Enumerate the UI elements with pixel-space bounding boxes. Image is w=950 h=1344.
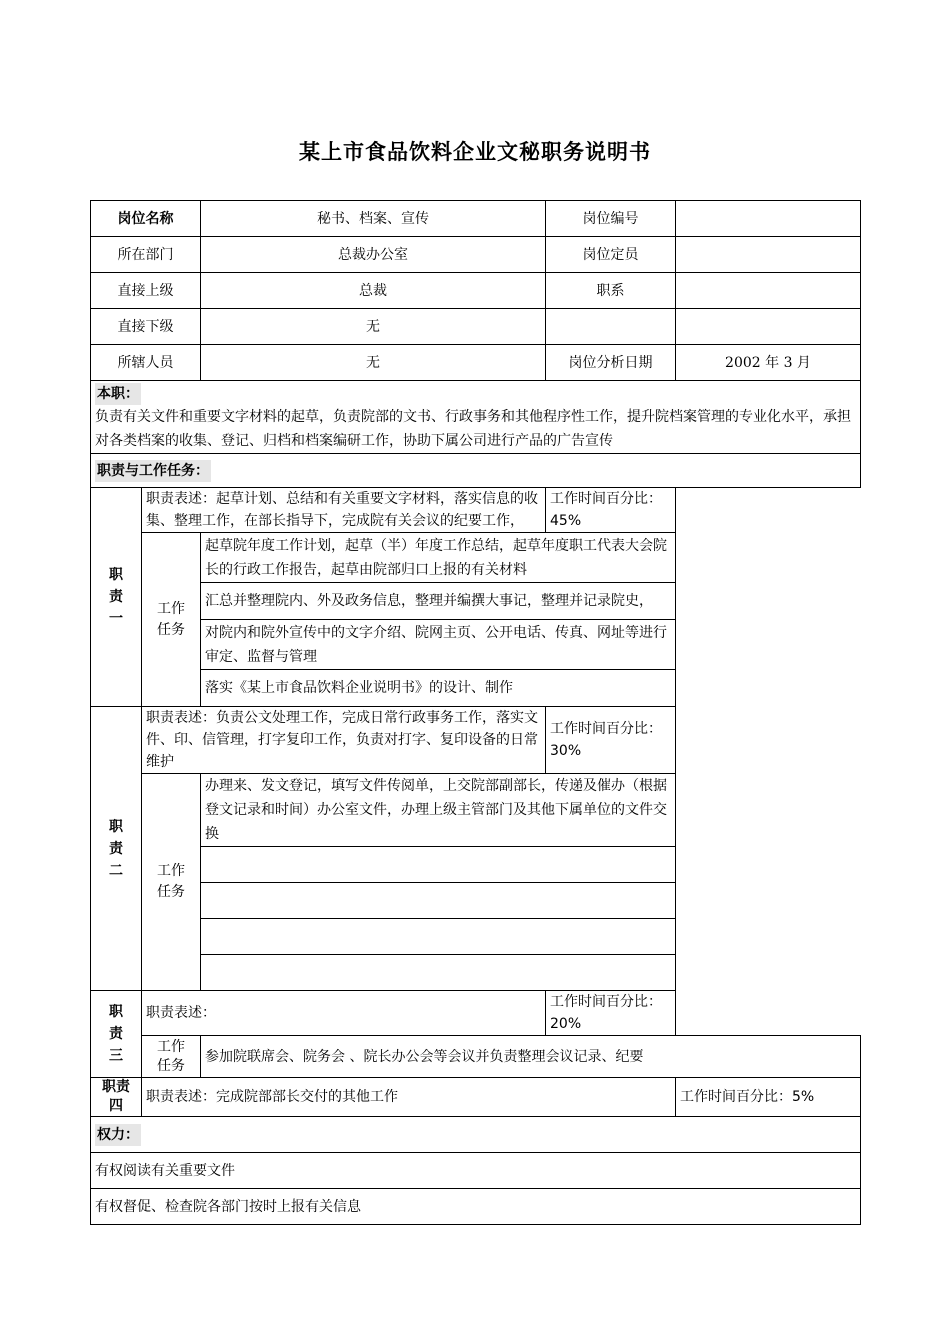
- authority-row: [91, 1189, 861, 1225]
- duty-2-task-row: [91, 919, 861, 955]
- duty-3-task-label: 工作 任务: [142, 1036, 201, 1078]
- duty-1-task-4: 落实《某上市食品饮料企业说明书》的设计、制作: [201, 670, 676, 707]
- authority-row: [91, 1153, 861, 1189]
- duty-3-task-1: 参加院联席会、院务会 、院长办公会等会议并负责整理会议记录、纪要: [201, 1036, 861, 1078]
- superior-value: 总裁: [201, 273, 546, 309]
- duty-2-desc-row: [91, 707, 861, 774]
- duty-1-task-1: 起草院年度工作计划，起草（半）年度工作总结，起草年度职工代表大会院长的行政工作报告，起草由院部归口上报的有关材料: [201, 533, 676, 583]
- headcount-label: 岗位定员: [546, 237, 676, 273]
- managed-label: 所辖人员: [91, 345, 201, 381]
- duty-1-task-2: 汇总并整理院内、外及政务信息，整理并编撰大事记，整理并记录院史，: [201, 583, 676, 620]
- duty-2-task-5: [201, 955, 676, 991]
- duty-1-task-row: [91, 670, 861, 707]
- authority-item-1: 有权阅读有关重要文件: [91, 1153, 861, 1189]
- duties-heading-row: [91, 454, 861, 488]
- duty-2-task-row: [91, 774, 861, 847]
- duty-2-task-row: [91, 883, 861, 919]
- analysis-date-label: 岗位分析日期: [546, 345, 676, 381]
- job-description-table: [90, 200, 861, 1225]
- superior-label: 直接上级: [91, 273, 201, 309]
- duty-2-label: 职 责 二: [91, 707, 142, 991]
- analysis-date-value: 2002 年 3 月: [676, 345, 861, 381]
- subordinate-value: 无: [201, 309, 546, 345]
- info-row: [91, 237, 861, 273]
- duty-1-task-row: [91, 533, 861, 583]
- headcount-value: [676, 237, 861, 273]
- info-row: [91, 345, 861, 381]
- role-heading: 本职：: [95, 383, 141, 405]
- position-code-value: [676, 201, 861, 237]
- duty-4-row: [91, 1078, 861, 1117]
- duty-2-task-label: 工作 任务: [142, 774, 201, 991]
- duty-3-task-row: [91, 1036, 861, 1078]
- info-row: [91, 201, 861, 237]
- duty-4-label: 职责 四: [91, 1078, 142, 1117]
- duty-1-label: 职 责 一: [91, 488, 142, 707]
- position-name-value: 秘书、档案、宣传: [201, 201, 546, 237]
- subordinate-label: 直接下级: [91, 309, 201, 345]
- job-series-label: 职系: [546, 273, 676, 309]
- department-label: 所在部门: [91, 237, 201, 273]
- duty-2-task-1: 办理来、发文登记，填写文件传阅单，上交院部副部长，传递及催办（根据登文记录和时间）办公室文件，办理上级主管部门及其他下属单位的文件交换: [201, 774, 676, 847]
- authority-heading-row: [91, 1117, 861, 1153]
- info-row: [91, 309, 861, 345]
- duty-2-task-4: [201, 919, 676, 955]
- page-title: 某上市食品饮料企业文秘职务说明书: [299, 140, 651, 164]
- duty-1-task-3: 对院内和院外宣传中的文字介绍、院网主页、公开电话、传真、网址等进行审定、监督与管理: [201, 620, 676, 670]
- duty-2-task-3: [201, 883, 676, 919]
- duty-2-percentage: 工作时间百分比：30%: [546, 707, 676, 774]
- duty-3-desc-row: [91, 991, 861, 1036]
- duty-1-description: 职责表述：起草计划、总结和有关重要文字材料，落实信息的收集、整理工作，在部长指导下，完成院有关会议的纪要工作，: [142, 488, 546, 533]
- duty-3-label: 职 责 三: [91, 991, 142, 1078]
- duty-1-task-row: [91, 620, 861, 670]
- role-text: 负责有关文件和重要文字材料的起草，负责院部的文书、行政事务和其他程序性工作，提升院档案管理的专业化水平，承担对各类档案的收集、登记、归档和档案编研工作，协助下属公司进行产品的广告宣传: [95, 409, 851, 449]
- duty-3-percentage: 工作时间百分比：20%: [546, 991, 676, 1036]
- authority-item-2: 有权督促、检查院各部门按时上报有关信息: [91, 1189, 861, 1225]
- managed-value: 无: [201, 345, 546, 381]
- duty-4-percentage: 工作时间百分比：5%: [676, 1078, 861, 1117]
- position-code-label: 岗位编号: [546, 201, 676, 237]
- position-name-label: 岗位名称: [91, 201, 201, 237]
- duty-2-task-row: [91, 847, 861, 883]
- duty-2-description: 职责表述：负责公文处理工作，完成日常行政事务工作，落实文件、印、信管理，打字复印工作，负责对打字、复印设备的日常维护: [142, 707, 546, 774]
- department-value: 总裁办公室: [201, 237, 546, 273]
- job-series-value: [676, 273, 861, 309]
- duty-1-task-label: 工作 任务: [142, 533, 201, 707]
- duty-3-description: 职责表述：: [142, 991, 546, 1036]
- authority-heading: 权力：: [95, 1124, 141, 1146]
- duty-1-percentage: 工作时间百分比：45%: [546, 488, 676, 533]
- duty-1-task-row: [91, 583, 861, 620]
- info-row: [91, 273, 861, 309]
- duty-4-description: 职责表述：完成院部部长交付的其他工作: [142, 1078, 676, 1117]
- duty-2-task-row: [91, 955, 861, 991]
- role-section: [91, 381, 861, 454]
- duties-heading: 职责与工作任务：: [95, 460, 211, 482]
- duty-2-task-2: [201, 847, 676, 883]
- duty-1-desc-row: [91, 488, 861, 533]
